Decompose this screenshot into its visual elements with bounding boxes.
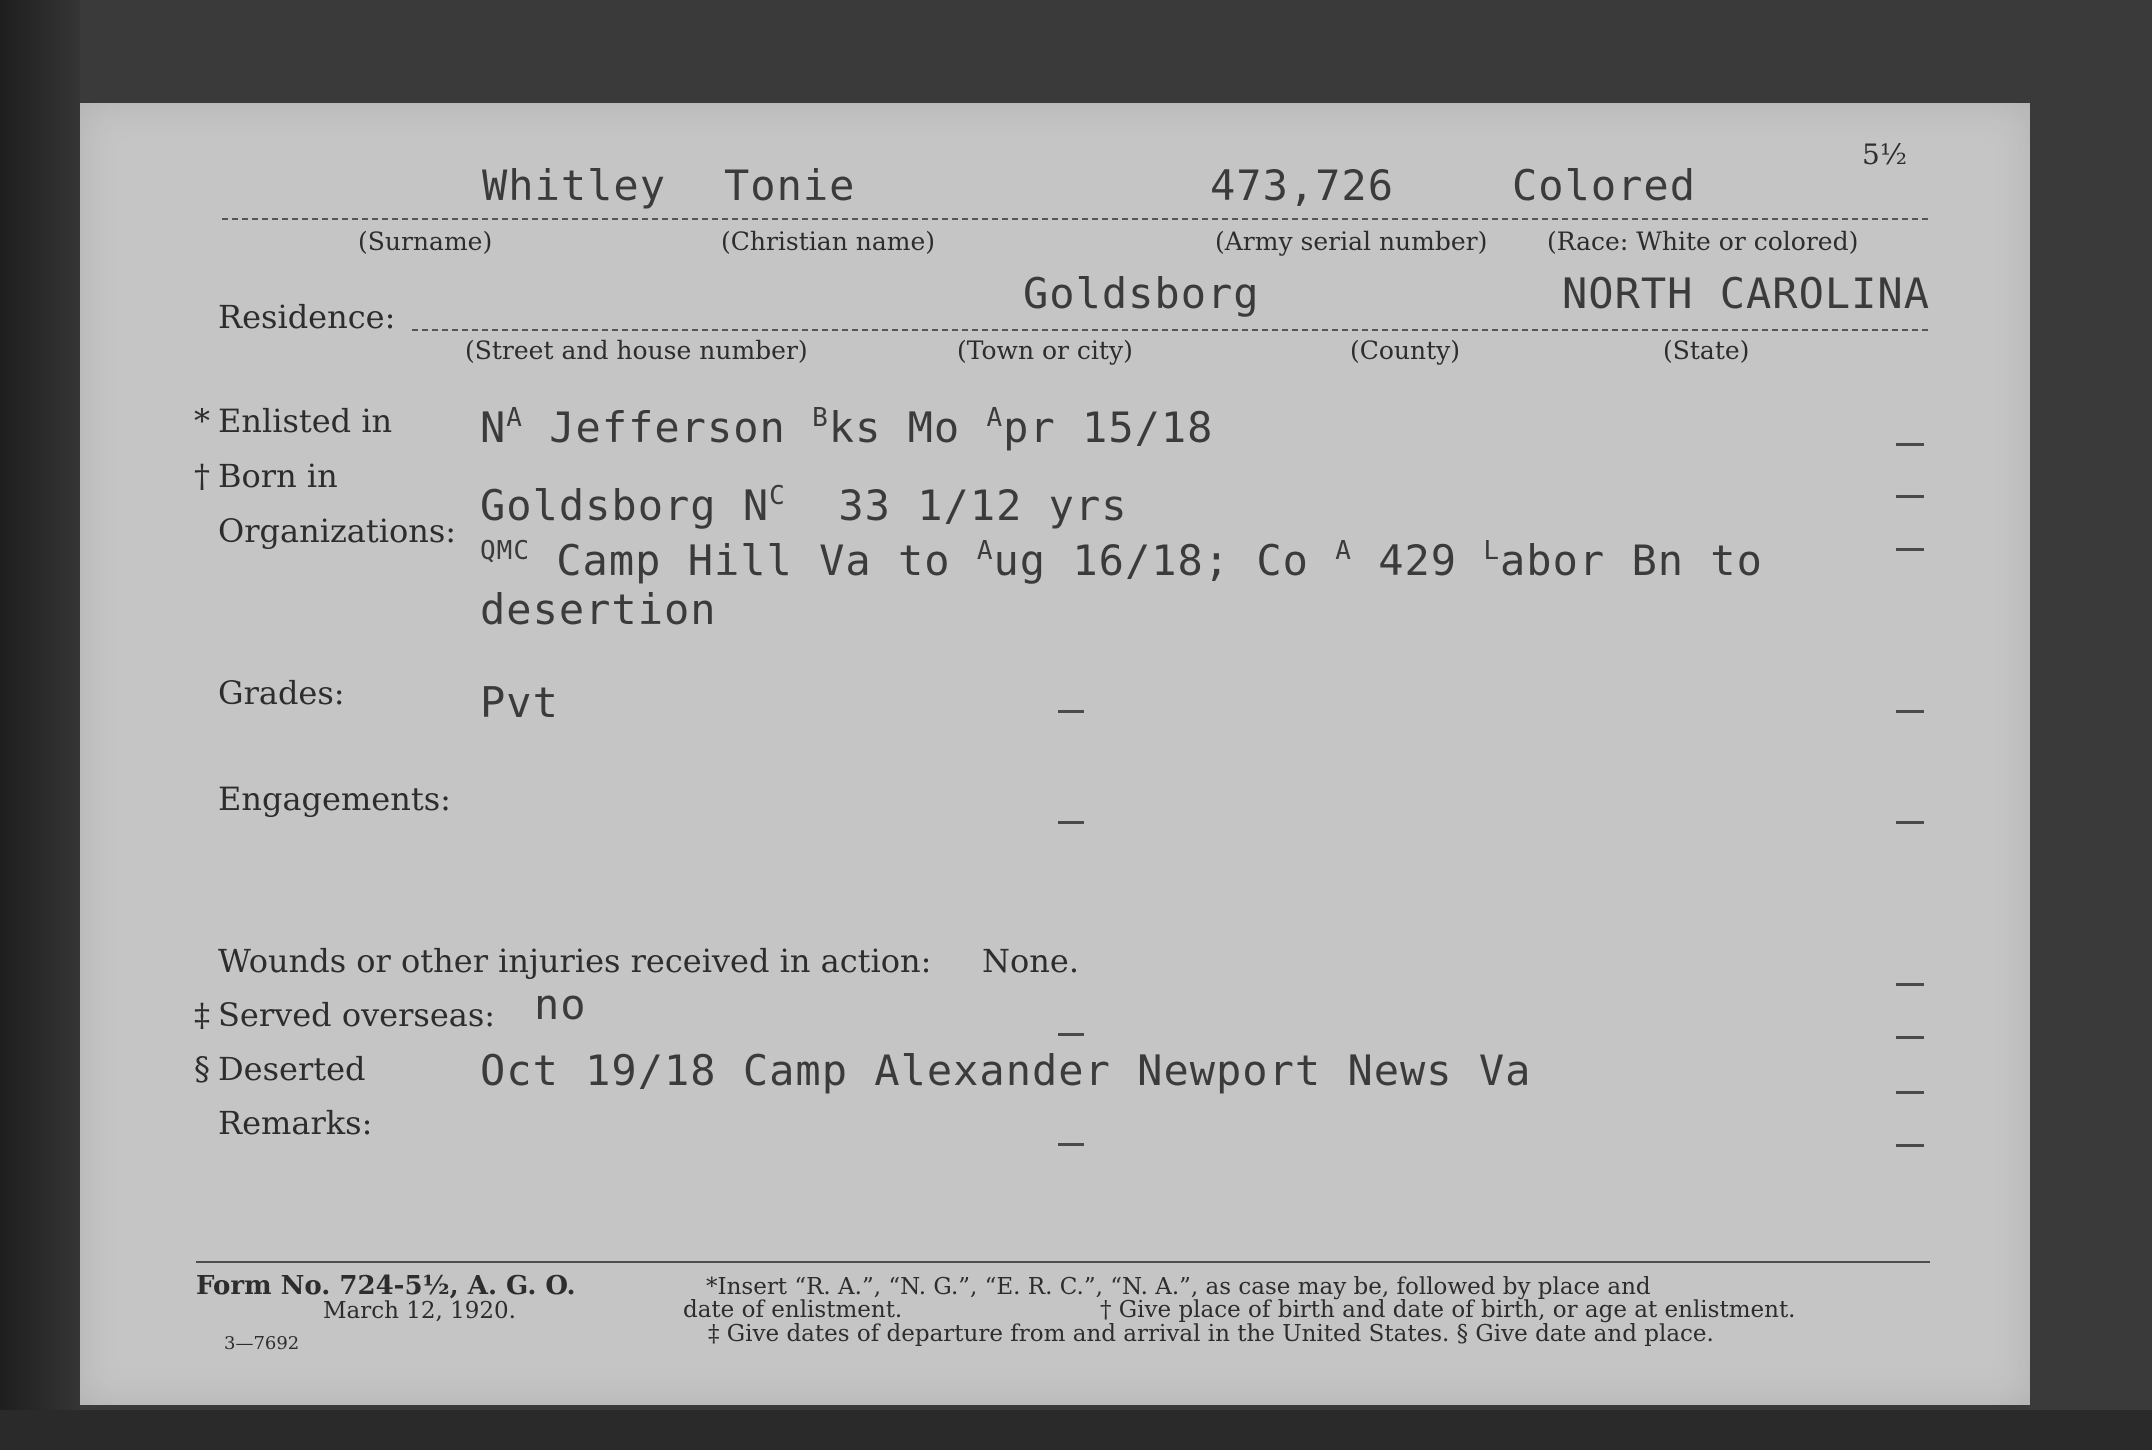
service-record-card: [80, 103, 2030, 1405]
org-sup-c: C: [513, 536, 530, 566]
overseas-label: Served overseas:: [218, 996, 496, 1034]
wounds-label: Wounds or other injuries received in action:: [218, 942, 932, 980]
margin-tick: [1896, 983, 1924, 986]
footnote-line-1: *Insert “R. A.”, “N. G.”, “E. R. C.”, “N. A.”, as case may be, followed by place and: [706, 1274, 1651, 1300]
middle-tick: [1058, 821, 1084, 824]
residence-town-value: Goldsborg: [1023, 269, 1260, 318]
enlisted-na-sup: A: [506, 403, 523, 433]
street-caption: (Street and house number): [465, 336, 808, 365]
christian-name-caption: (Christian name): [721, 227, 936, 256]
grades-label: Grades:: [218, 674, 345, 712]
serial-number-value: 473,726: [1210, 161, 1395, 210]
footnote-line-2b: † Give place of birth and date of birth, or age at enlistment.: [1100, 1297, 1796, 1323]
org-line1-d: abor Bn to: [1500, 536, 1763, 585]
org-sup: QM: [480, 536, 514, 566]
margin-tick: [1896, 548, 1924, 551]
grades-value: Pvt: [480, 678, 559, 727]
serial-number-caption: (Army serial number): [1215, 227, 1488, 256]
enlisted-bks-rest: ks Mo: [828, 403, 961, 452]
margin-tick: [1896, 443, 1924, 446]
born-mark: †: [194, 457, 210, 495]
born-place: Goldsborg N: [480, 481, 770, 530]
wounds-value: None.: [982, 942, 1079, 980]
deserted-label: Deserted: [218, 1050, 366, 1088]
margin-tick: [1896, 1144, 1924, 1147]
header-dashed-line: [222, 218, 1928, 220]
overseas-mark: ‡: [194, 996, 210, 1034]
org-line1-a: Camp Hill Va to: [556, 536, 951, 585]
form-mark: 5½: [1862, 138, 1907, 171]
enlisted-date-rest: pr 15/18: [1003, 403, 1214, 452]
christian-name-value: Tonie: [724, 161, 856, 210]
organizations-line-1: [480, 536, 1763, 585]
overseas-value: no: [534, 980, 587, 1029]
margin-tick: [1896, 821, 1924, 824]
form-date: March 12, 1920.: [323, 1298, 516, 1324]
middle-tick: [1058, 710, 1084, 713]
town-caption: (Town or city): [957, 336, 1133, 365]
enlisted-date-sup: A: [986, 403, 1004, 433]
residence-state-value: NORTH CAROLINA: [1562, 269, 1931, 318]
enlisted-value: [480, 403, 1213, 452]
enlisted-bks-sup: B: [812, 403, 829, 433]
residence-dashed-line: [412, 329, 1928, 331]
footnote-line-3: ‡ Give dates of departure from and arrival in the United States. § Give date and place.: [708, 1321, 1714, 1347]
middle-tick: [1058, 1033, 1084, 1036]
engagements-label: Engagements:: [218, 780, 451, 818]
born-age: 33 1/12 yrs: [838, 481, 1128, 530]
enlisted-mark: *: [194, 402, 210, 440]
enlisted-na-prefix: N: [480, 403, 507, 452]
form-code: 3—7692: [224, 1333, 300, 1354]
race-value: Colored: [1512, 161, 1697, 210]
org-co-sup: A: [1335, 536, 1352, 566]
enlisted-label: Enlisted in: [218, 402, 393, 440]
county-caption: (County): [1350, 336, 1461, 365]
remarks-label: Remarks:: [218, 1104, 373, 1142]
deserted-value: Oct 19/18 Camp Alexander Newport News Va: [480, 1046, 1532, 1095]
enlisted-place: Jefferson: [549, 403, 786, 452]
org-aug-sup: A: [976, 536, 994, 566]
organizations-label: Organizations:: [218, 512, 457, 550]
middle-tick: [1058, 1143, 1084, 1146]
born-value: [480, 481, 1128, 530]
organizations-line-2: desertion: [480, 585, 717, 634]
margin-tick: [1896, 1036, 1924, 1039]
margin-tick: [1896, 1091, 1924, 1094]
surname-value: Whitley: [482, 161, 667, 210]
footnote-line-2a: date of enlistment.: [683, 1297, 903, 1323]
surname-caption: (Surname): [358, 227, 493, 256]
form-number: Form No. 724-5½, A. G. O.: [196, 1271, 576, 1301]
born-state-sup: C: [769, 481, 786, 511]
org-line1-c: 429: [1378, 536, 1458, 585]
state-caption: (State): [1663, 336, 1750, 365]
scan-background-left: [0, 0, 80, 1450]
footer-rule: [196, 1261, 1930, 1263]
margin-tick: [1896, 495, 1924, 498]
residence-label: Residence:: [218, 298, 396, 336]
org-l-sup: L: [1483, 536, 1501, 566]
org-line1-b: ug 16/18; Co: [993, 536, 1309, 585]
race-caption: (Race: White or colored): [1547, 227, 1859, 256]
deserted-mark: §: [194, 1050, 210, 1088]
born-label: Born in: [218, 457, 338, 495]
scan-background-bottom: [0, 1410, 2152, 1450]
margin-tick: [1896, 710, 1924, 713]
